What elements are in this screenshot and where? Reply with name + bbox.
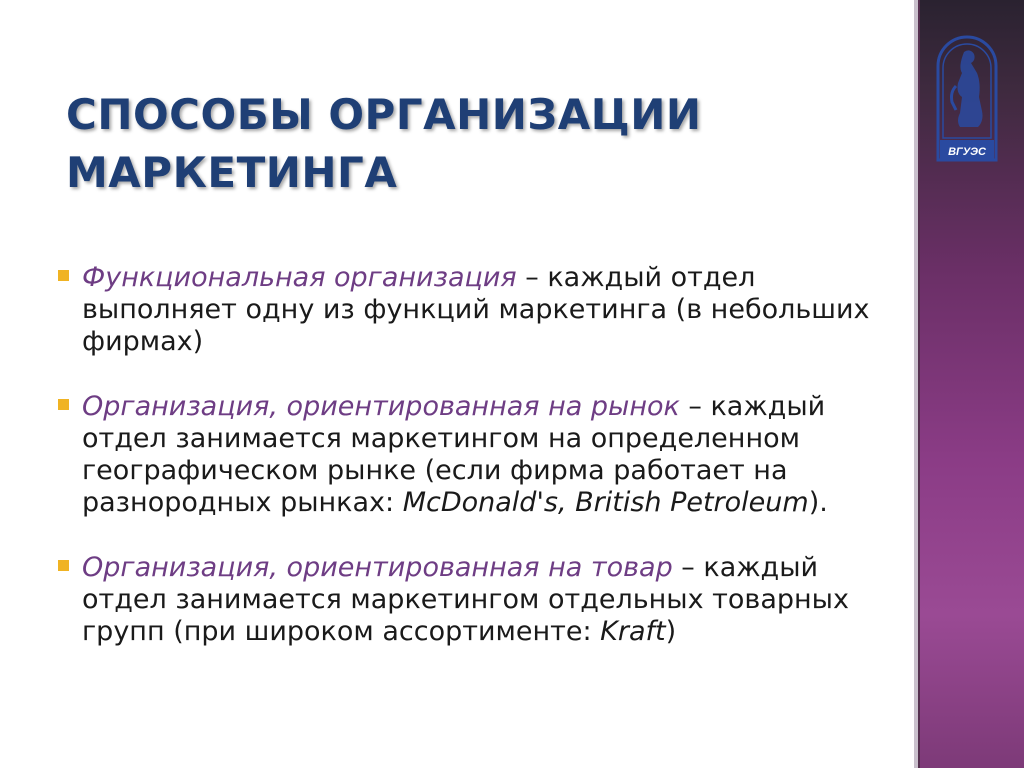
bullet-term: Организация, ориентированная на товар [82, 552, 673, 583]
bullet-text [82, 262, 908, 358]
bullet-text [82, 552, 908, 648]
bullet-list [58, 262, 908, 648]
bullet-item-market [58, 391, 908, 519]
bullet-item-product [58, 552, 908, 648]
title-line-1: СПОСОБЫ ОРГАНИЗАЦИИ [66, 90, 702, 139]
bullet-tail: ). [808, 487, 828, 518]
square-bullet-icon [58, 399, 69, 410]
slide-title [66, 86, 886, 202]
bullet-text [82, 391, 908, 519]
title-line-2: МАРКЕТИНГА [66, 148, 398, 197]
square-bullet-icon [58, 560, 69, 571]
square-bullet-icon [58, 270, 69, 281]
bullet-example: McDonald's, British Petroleum [402, 487, 809, 518]
bullet-item-functional [58, 262, 908, 358]
bullet-term: Функциональная организация [82, 262, 517, 293]
logo-text: ВГУЭС [948, 146, 986, 158]
bullet-example: Kraft [600, 616, 666, 647]
bullet-description: – каждый отдел выполняет одну из функций маркетинга (в небольших фирмах) [82, 262, 870, 357]
bullet-description: – каждый отдел занимается маркетингом отдельных товарных групп (при широком ассортименте: [82, 552, 849, 647]
bullet-description: – каждый отдел занимается маркетингом на определенном географическом рынке (если фирма работает на разнородных рынках: [82, 391, 826, 518]
university-emblem-icon [934, 30, 1000, 164]
bullet-tail: ) [665, 616, 677, 647]
bullet-term: Организация, ориентированная на рынок [82, 391, 680, 422]
